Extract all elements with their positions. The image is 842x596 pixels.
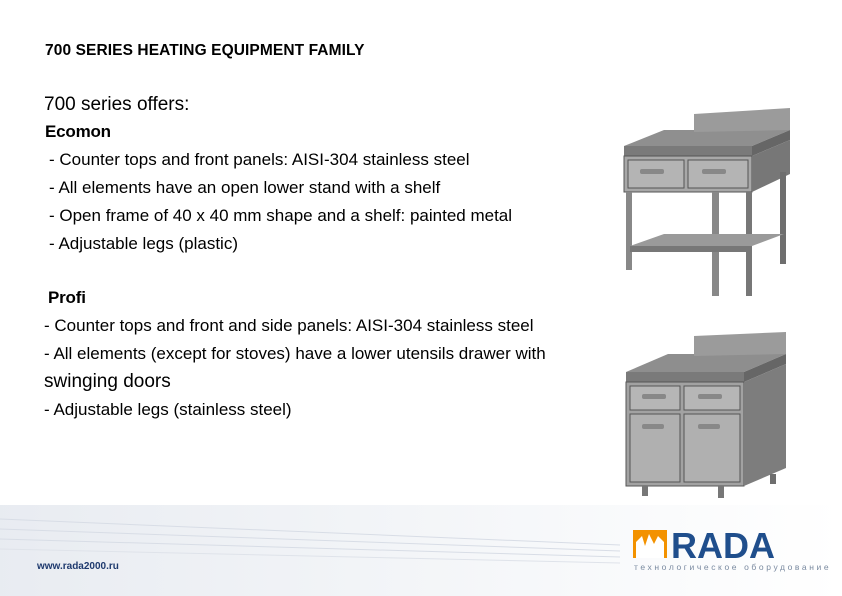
ecomon-item: - Counter tops and front panels: AISI-304 stainless steel: [49, 150, 470, 169]
ecomon-stand-image: [612, 104, 802, 304]
ecomon-item: - Adjustable legs (plastic): [49, 234, 238, 253]
profi-item-emphasis: swinging doors: [44, 371, 171, 392]
profi-cabinet-image: [618, 328, 808, 508]
profi-item: - Adjustable legs (stainless steel): [44, 400, 292, 419]
page-title: 700 SERIES HEATING EQUIPMENT FAMILY: [45, 42, 365, 59]
profi-item: - Counter tops and front and side panels: AISI-304 stainless steel: [44, 316, 534, 335]
website-link[interactable]: www.rada2000.ru: [37, 561, 119, 572]
rada-logo: [633, 524, 813, 564]
ecomon-heading: Ecomon: [45, 122, 111, 141]
section-subtitle: 700 series offers:: [44, 94, 190, 115]
profi-section: [44, 284, 614, 424]
profi-heading: Profi: [48, 288, 86, 307]
logo-text: RADA: [671, 525, 775, 564]
profi-item-text: - All elements (except for stoves) have a lower utensils drawer with: [44, 344, 546, 363]
ecomon-section: [45, 118, 512, 258]
ecomon-item: - All elements have an open lower stand with a shelf: [49, 178, 441, 197]
logo-tagline: технологическое оборудование: [634, 562, 832, 572]
profi-item: [44, 340, 614, 396]
ecomon-item: - Open frame of 40 x 40 mm shape and a shelf: painted metal: [49, 206, 513, 225]
